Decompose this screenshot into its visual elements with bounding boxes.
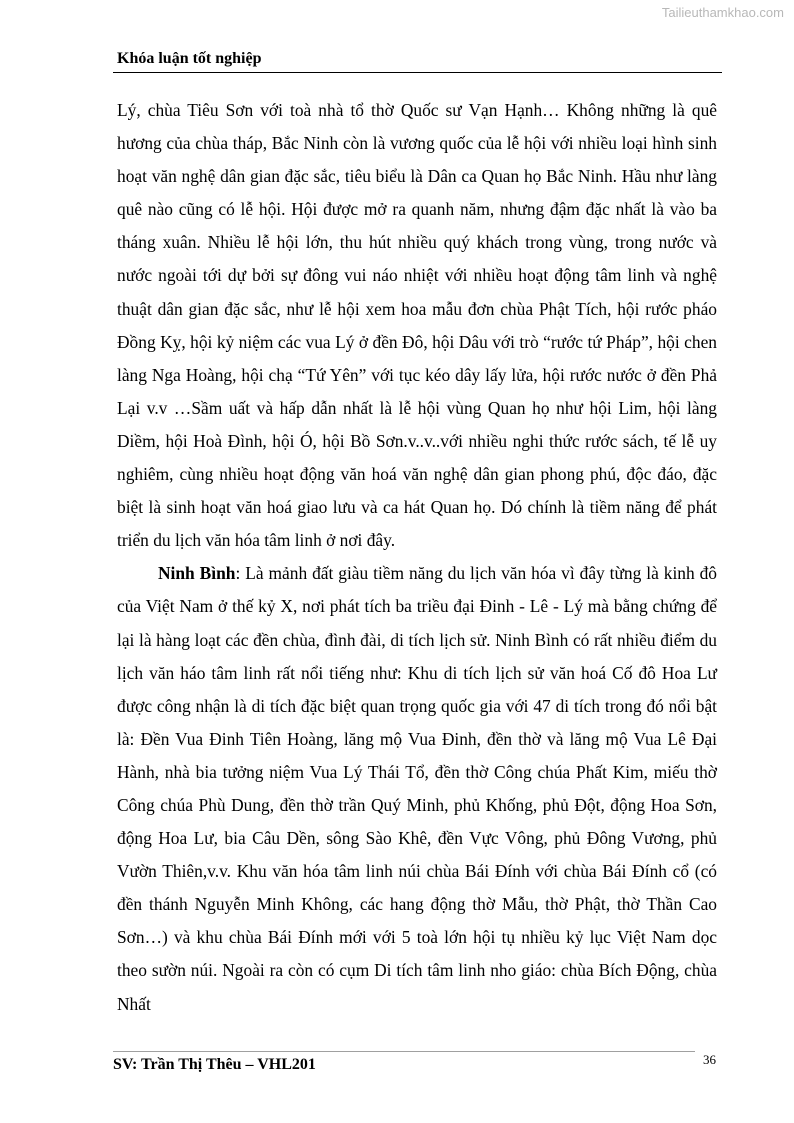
header-divider [113,72,722,73]
running-header-title: Khóa luận tốt nghiệp [117,50,262,67]
paragraph-bac-ninh: Lý, chùa Tiêu Sơn với toà nhà tổ thờ Quốc sư Vạn Hạnh… Không những là quê hương của chùa tháp, Bắc Ninh còn là vương quốc của lễ hội với nhiều loại hình sinh hoạt văn nghệ dân gian đặc sắc, tiêu biểu là Dân ca Quan họ Bắc Ninh. Hầu như làng quê nào cũng có lễ hội. Hội được mở ra quanh năm, nhưng đậm đặc nhất là vào ba tháng xuân. Nhiều lễ hội lớn, thu hút nhiều quý khách trong vùng, trong nước và nước ngoài tới dự bởi sự đông vui náo nhiệt với nhiều hoạt động tâm linh và nghệ thuật dân gian đặc sắc, như lễ hội xem hoa mẫu đơn chùa Phật Tích, hội rước pháo Đồng Kỵ, hội kỷ niệm các vua Lý ở đền Đô, hội Dâu với trò “rước tứ Pháp”, hội chen làng Nga Hoàng, hội chạ “Tứ Yên” với tục kéo dây lấy lửa, hội rước nước ở đền Phả Lại v.v …Sầm uất và hấp dẫn nhất là lễ hội vùng Quan họ như hội Lim, hội làng Diềm, hội Hoà Đình, hội Ó, hội Bồ Sơn.v..v..với nhiều nghi thức rước sách, tế lễ uy nghiêm, cùng nhiều hoạt động văn hoá văn nghệ dân gian phong phú, độc đáo, đặc biệt là sinh hoạt văn hoá giao lưu và ca hát Quan họ. Dó chính là tiềm năng để phát triển du lịch văn hóa tâm linh ở nơi đây. [117,100,717,551]
footer-divider [113,1051,695,1052]
page-number: 36 [703,1052,716,1067]
footer-author: SV: Trần Thị Thêu – VHL201 [113,1056,316,1073]
paragraph-ninh-binh [117,557,717,1020]
paragraph-lead-ninh-binh: Ninh Bình [158,563,236,584]
document-body [117,94,717,1021]
watermark-text: Tailieuthamkhao.com [661,5,784,20]
paragraph-ninh-binh-text: : Là mảnh đất giàu tiềm năng du lịch văn hóa vì đây từng là kinh đô của Việt Nam ở thế kỷ X, nơi phát tích ba triều đại Đinh - Lê - Lý mà bằng chứng để lại là hàng loạt các đền chùa, đình đài, di tích lịch sử. Ninh Bình có rất nhiều điểm du lịch văn háo tâm linh rất nổi tiếng như: Khu di tích lịch sử văn hoá Cố đô Hoa Lư được công nhận là di tích đặc biệt quan trọng quốc gia với 47 di tích trong đó nổi bật là: Đền Vua Đinh Tiên Hoàng, lăng mộ Vua Đinh, đền thờ và lăng mộ Vua Lê Đại Hành, nhà bia tưởng niệm Vua Lý Thái Tổ, đền thờ Công chúa Phất Kim, miếu thờ Công chúa Phù Dung, đền thờ trần Quý Minh, phủ Khống, phủ Đột, động Hoa Sơn, động Hoa Lư, bia Câu Dền, sông Sào Khê, đền Vực Vông, phủ Đông Vương, phủ Vườn Thiên,v.v. Khu văn hóa tâm linh núi chùa Bái Đính với chùa Bái Đính cổ (có đền thánh Nguyễn Minh Không, các hang động thờ Mẫu, thờ Phật, thờ Thần Cao Sơn…) và khu chùa Bái Đính mới với 5 toà lớn hội tụ nhiều kỷ lục Việt Nam dọc theo sườn núi. Ngoài ra còn có cụm Di tích tâm linh nho giáo: chùa Bích Động, chùa Nhất [117,563,717,1014]
